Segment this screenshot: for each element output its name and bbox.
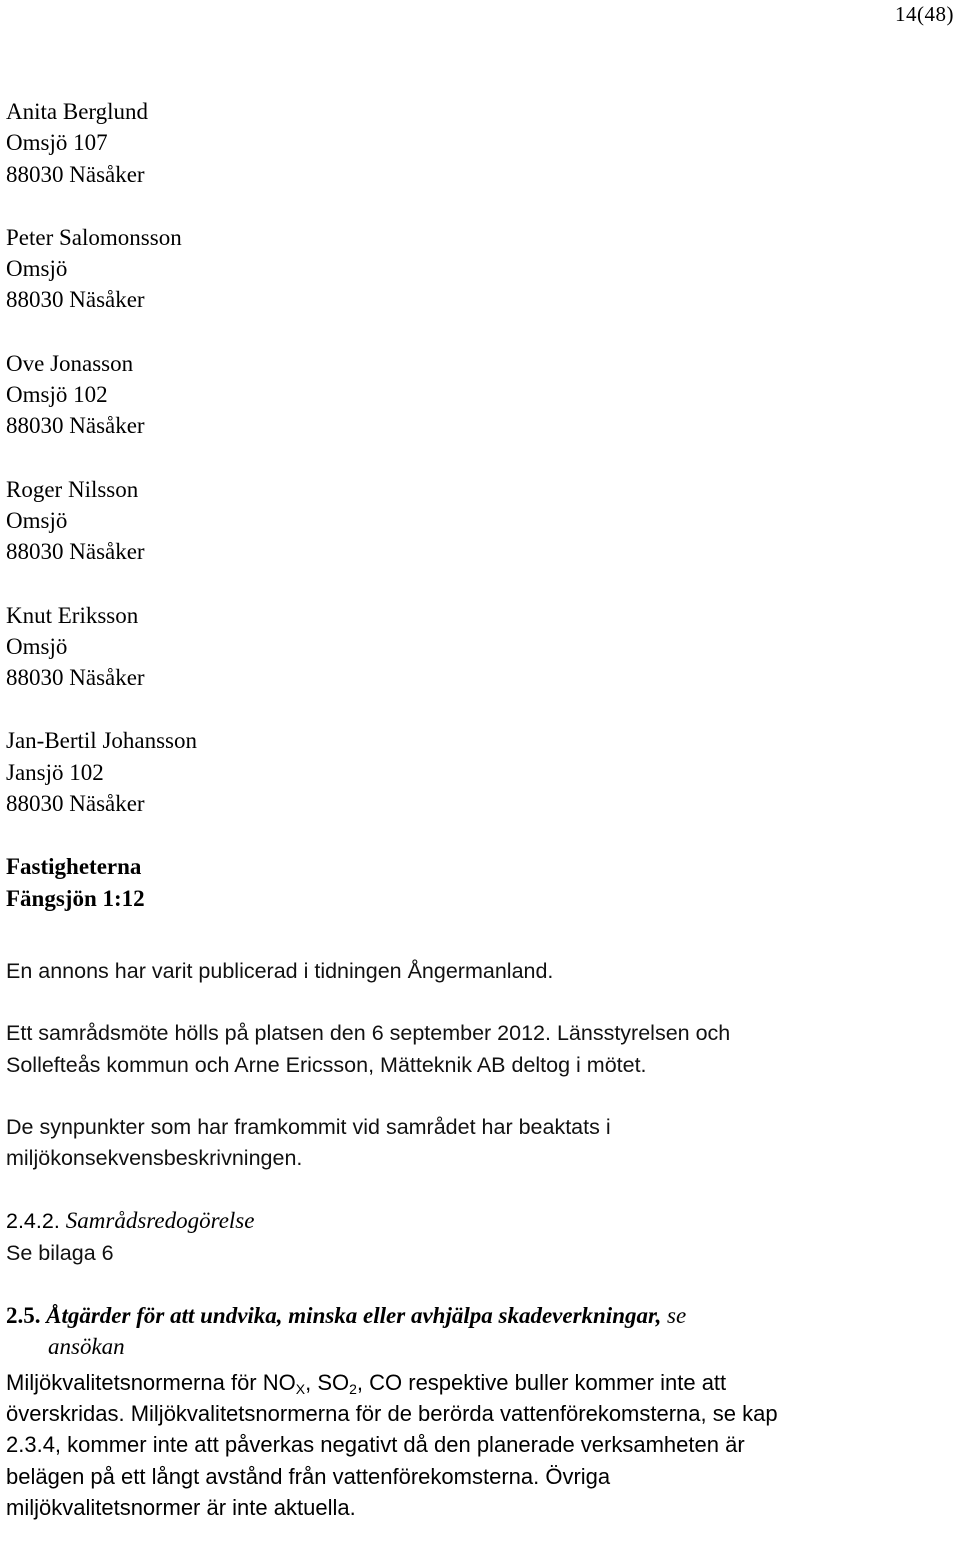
paragraph-line: belägen på ett långt avstånd från vattenförekomsterna. Övriga (6, 1463, 611, 1489)
property-designation: Fängsjön 1:12 (6, 885, 145, 911)
section-reference: se (667, 1303, 687, 1329)
contact-name: Jan-Bertil Johansson (6, 728, 198, 754)
contact-block (6, 474, 906, 568)
contact-block (6, 348, 906, 442)
contact-name: Peter Salomonsson (6, 224, 182, 250)
contact-block (6, 222, 906, 316)
contact-name: Knut Eriksson (6, 602, 139, 628)
contact-name: Ove Jonasson (6, 350, 134, 376)
samradsmote-paragraph (6, 1018, 906, 1081)
contact-address: Omsjö 102 (6, 382, 108, 408)
paragraph-line: Sollefteås kommun och Arne Ericsson, Mätteknik AB deltog i mötet. (6, 1052, 647, 1077)
contact-address: Omsjö (6, 256, 68, 282)
section-title: Åtgärder för att undvika, minska eller avhjälpa skadeverkningar, (46, 1303, 662, 1329)
text-run: , CO respektive buller kommer inte att (356, 1369, 727, 1395)
document-body (6, 96, 906, 1523)
section-number: 2.5. (6, 1303, 41, 1329)
contact-block (6, 600, 906, 694)
paragraph-line: De synpunkter som har framkommit vid samrådet har beaktats i (6, 1114, 611, 1139)
page-number: 14(48) (895, 2, 954, 26)
contact-address: Omsjö 107 (6, 130, 108, 156)
section-2-5-heading (6, 1300, 906, 1363)
contact-postal: 88030 Näsåker (6, 161, 145, 187)
section-title: Samrådsredogörelse (65, 1208, 255, 1234)
contact-address: Jansjö 102 (6, 759, 104, 785)
contact-block (6, 96, 906, 190)
contact-postal: 88030 Näsåker (6, 665, 145, 691)
synpunkter-paragraph (6, 1112, 906, 1175)
contact-name: Anita Berglund (6, 99, 149, 124)
annons-paragraph: En annons har varit publicerad i tidningen Ångermanland. (6, 958, 554, 983)
paragraph-line (6, 1367, 906, 1398)
property-title: Fastigheterna (6, 854, 142, 880)
contact-address: Omsjö (6, 507, 68, 533)
paragraph-line: överskridas. Miljökvalitetsnormerna för de berörda vattenförekomsterna, se kap (6, 1400, 778, 1426)
paragraph-line: 2.3.4, kommer inte att påverkas negativt då den planerade verksamheten är (6, 1432, 745, 1458)
section-2-4-2-heading (6, 1205, 906, 1237)
contact-postal: 88030 Näsåker (6, 791, 145, 817)
contact-block (6, 725, 906, 819)
property-block (6, 851, 906, 914)
contact-address: Omsjö (6, 633, 68, 659)
contact-name: Roger Nilsson (6, 476, 139, 502)
subscript: 2 (349, 1380, 357, 1397)
text-run: Miljökvalitetsnormerna för NO (6, 1369, 296, 1395)
contact-postal: 88030 Näsåker (6, 539, 145, 565)
contact-postal: 88030 Näsåker (6, 287, 145, 313)
section-number: 2.4.2. (6, 1209, 60, 1234)
section-2-4-2-text: Se bilaga 6 (6, 1240, 114, 1265)
text-run: , SO (305, 1369, 350, 1395)
contact-postal: 88030 Näsåker (6, 413, 145, 439)
paragraph-line: Ett samrådsmöte hölls på platsen den 6 september 2012. Länsstyrelsen och (6, 1021, 731, 1046)
section-reference: ansökan (48, 1334, 125, 1360)
subscript: X (295, 1380, 306, 1397)
section-2-5-body (6, 1367, 906, 1523)
paragraph-line: miljökvalitetsnormer är inte aktuella. (6, 1494, 356, 1520)
paragraph-line: miljökonsekvensbeskrivningen. (6, 1146, 303, 1171)
